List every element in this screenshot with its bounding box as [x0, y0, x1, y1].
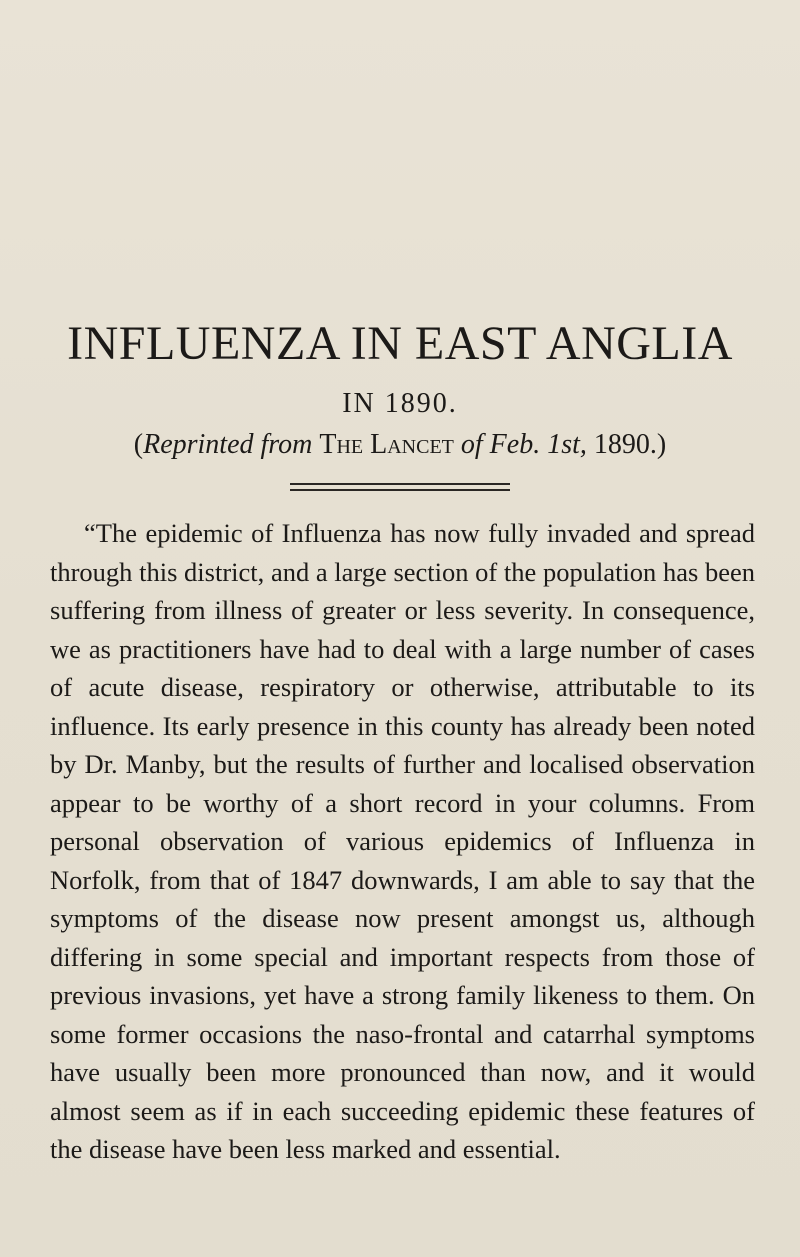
- reprint-date: of Feb. 1st,: [460, 429, 587, 460]
- reprint-year: 1890.: [593, 429, 657, 460]
- document-title: INFLUENZA IN EAST ANGLIA: [67, 317, 733, 370]
- body-paragraph: “The epidemic of Influenza has now fully invaded and spread through this district, and a large section of the population has been suffering from illness of greater or less severity. In consequence, we as practitioners have had to deal with a large number of cases of acute disease, respiratory or otherwise, attributable to its influence. Its early presence in this county has already been noted by Dr. Manby, but the results of further and localised observation appear to be worthy of a short record in your columns. From personal observation of various epidemics of Influenza in Norfolk, from that of 1847 downwards, I am able to say that the symptoms of the disease now present amongst us, although differing in some special and important respects from those of previous invasions, yet have a strong family likeness to them. On some former occasions the naso-frontal and catarrhal symptoms have usually been more pronounced than now, and it would almost seem as if in each succeeding epidemic these features of the disease have been less marked and essential.: [50, 518, 755, 1164]
- reprint-close-paren: ): [656, 429, 667, 460]
- reprint-prefix: Reprinted from: [143, 429, 313, 460]
- divider-rule-bottom: [290, 489, 510, 491]
- divider-rule-top: [290, 483, 510, 485]
- document-subtitle: IN 1890.: [342, 388, 458, 419]
- reprint-open-paren: (: [133, 429, 144, 460]
- reprint-note: [0, 428, 800, 462]
- reprint-source: The Lancet: [319, 429, 454, 460]
